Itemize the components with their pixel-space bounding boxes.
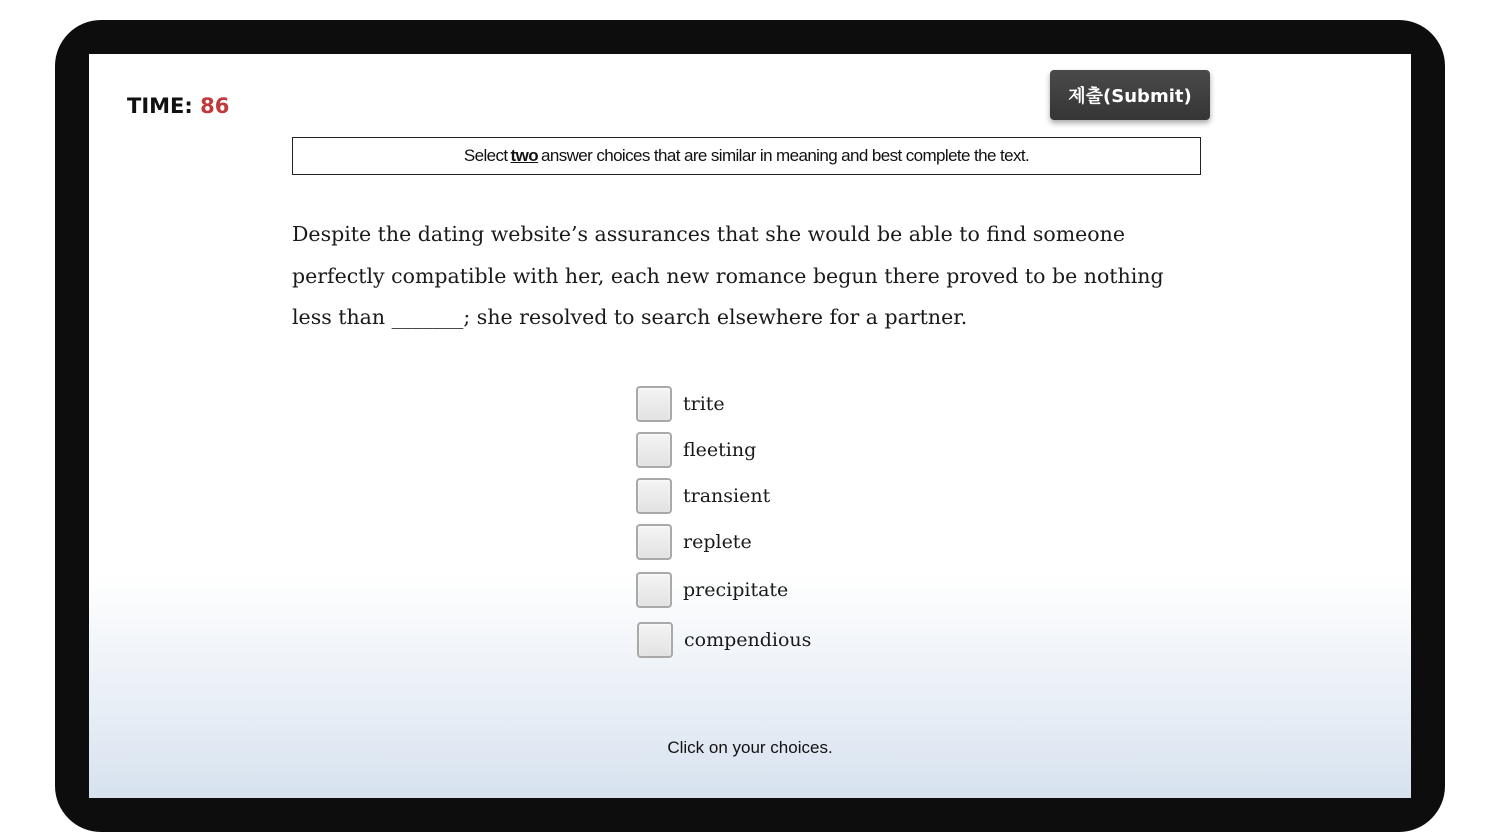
- choice-fleeting[interactable]: [636, 432, 756, 468]
- choice-label: trite: [683, 393, 725, 415]
- choice-trite[interactable]: [636, 386, 725, 422]
- choice-label: precipitate: [683, 579, 789, 601]
- choice-compendious[interactable]: [637, 622, 811, 658]
- timer-label: TIME:: [127, 94, 193, 118]
- choice-label: compendious: [684, 629, 812, 651]
- checkbox[interactable]: [636, 572, 672, 608]
- choice-precipitate[interactable]: [636, 572, 788, 608]
- choice-replete[interactable]: [636, 524, 752, 560]
- footer-note: Click on your choices.: [667, 738, 833, 757]
- submit-button[interactable]: 제출(Submit): [1050, 70, 1210, 120]
- instruction-box: [292, 137, 1201, 175]
- checkbox[interactable]: [636, 386, 672, 422]
- instruction-emphasis: two: [510, 146, 538, 165]
- instruction-suffix: answer choices that are similar in meaning and best complete the text.: [541, 146, 1030, 165]
- checkbox[interactable]: [637, 622, 673, 658]
- timer-value: 86: [200, 94, 230, 118]
- checkbox[interactable]: [636, 478, 672, 514]
- choice-transient[interactable]: [636, 478, 770, 514]
- checkbox[interactable]: [636, 432, 672, 468]
- instruction-prefix: Select: [463, 146, 508, 165]
- device-frame: [55, 20, 1445, 832]
- checkbox[interactable]: [636, 524, 672, 560]
- timer: [127, 94, 229, 118]
- choice-label: fleeting: [683, 439, 757, 461]
- test-screen: [89, 54, 1411, 798]
- choice-label: replete: [683, 531, 752, 553]
- question-passage: Despite the dating website’s assurances that she would be able to find someone perfectly compatible with her, each new romance begun there proved to be nothing less than _______; she resolved to search elsewhere for a partner.: [292, 222, 1164, 329]
- choice-label: transient: [683, 485, 771, 507]
